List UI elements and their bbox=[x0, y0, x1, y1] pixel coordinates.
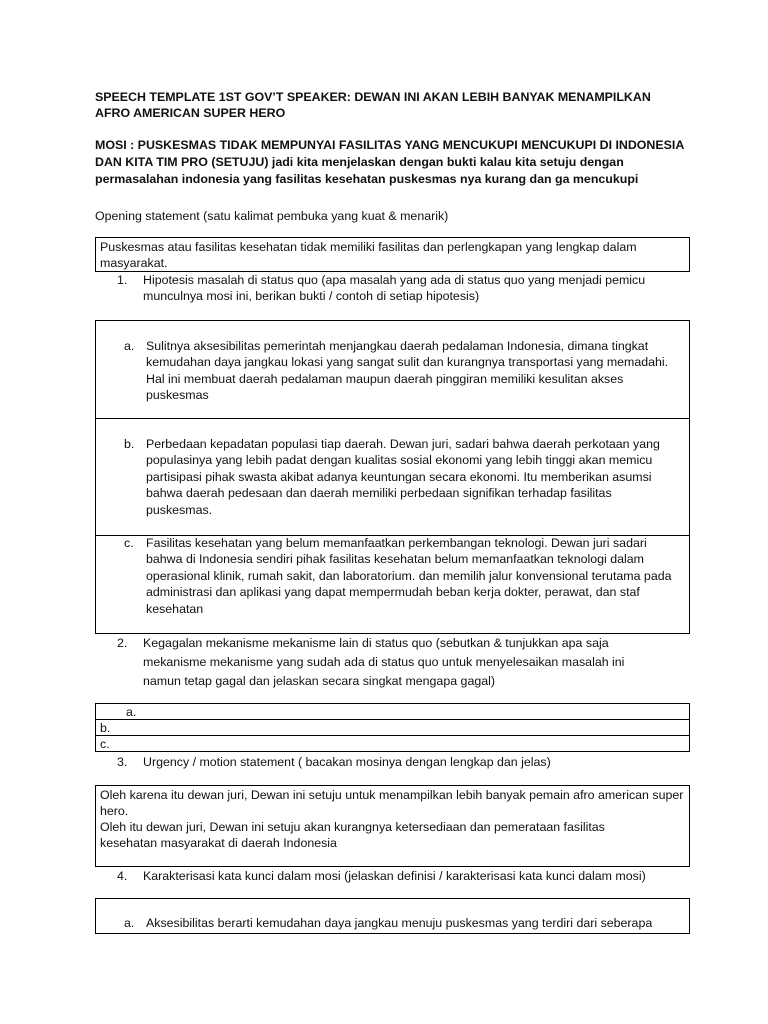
item-letter: a. bbox=[124, 916, 135, 930]
speech-template-heading: SPEECH TEMPLATE 1ST GOV’T SPEAKER: DEWAN INI AKAN LEBIH BANYAK MENAMPILKAN AFRO AMERICAN SUPER HERO bbox=[95, 90, 651, 121]
section-title-text: Urgency / motion statement ( bacakan mosinya dengan lengkap dan jelas) bbox=[143, 755, 551, 769]
opening-statement-box bbox=[95, 237, 690, 272]
item-text: Fasilitas kesehatan yang belum memanfaatkan perkembangan teknologi. Dewan juri sadari bahwa di Indonesia sendiri pihak fasilitas kesehatan belum memanfaatkan teknologi dalam operasional klinik, rumah sakit, dan laboratorium. dan memilih jalur konvensional terutama pada administrasi dan aplikasi yang dapat mempermudah beban kerja dokter, perawat, dan staf kesehatan bbox=[146, 536, 672, 616]
mechanism-row-a bbox=[95, 703, 690, 720]
section-number: 4. bbox=[117, 869, 128, 883]
opening-statement-text: Puskesmas atau fasilitas kesehatan tidak memiliki fasilitas dan perlengkapan yang lengkap dalam masyarakat. bbox=[100, 240, 637, 271]
mechanism-row-b bbox=[95, 719, 690, 736]
section-title-text: Kegagalan mekanisme mekanisme lain di status quo (sebutkan & tunjukkan apa saja mekanisme mekanisme yang sudah ada di status quo untuk menyelesaikan masalah ini namun tetap gagal dan jelaskan secara singkat mengapa gagal) bbox=[143, 636, 625, 689]
divider bbox=[96, 418, 689, 419]
motion-statement-text-1: Oleh karena itu dewan juri, Dewan ini setuju untuk menampilkan lebih banyak pemain afro american super hero. bbox=[100, 788, 684, 819]
section-number: 3. bbox=[117, 755, 128, 769]
motion-heading: MOSI : PUSKESMAS TIDAK MEMPUNYAI FASILITAS YANG MENCUKUPI MENCUKUPI DI INDONESIA DAN KITA TIM PRO (SETUJU) jadi kita menjelaskan dengan bukti kalau kita setuju dengan permasalahan indonesia yang fasilitas kesehatan puskesmas nya kurang dan ga mencukupi bbox=[95, 138, 684, 187]
motion-statement-text-2: Oleh itu dewan juri, Dewan ini setuju akan kurangnya ketersediaan dan pemerataan fasilitas kesehatan masyarakat di daerah Indonesia bbox=[100, 820, 605, 851]
item-letter: a. bbox=[124, 339, 135, 353]
section-number: 1. bbox=[117, 273, 128, 287]
item-letter: b. bbox=[124, 437, 135, 451]
row-letter: c. bbox=[100, 737, 110, 751]
row-letter: a. bbox=[126, 705, 137, 719]
mechanism-row-c bbox=[95, 735, 690, 752]
motion-statement-box bbox=[95, 785, 690, 867]
opening-statement-label: Opening statement (satu kalimat pembuka yang kuat & menarik) bbox=[95, 209, 449, 223]
section-title-text: Karakterisasi kata kunci dalam mosi (jelaskan definisi / karakterisasi kata kunci dalam mosi) bbox=[143, 869, 646, 883]
item-text: Aksesibilitas berarti kemudahan daya jangkau menuju puskesmas yang terdiri dari seberapa bbox=[146, 916, 653, 930]
item-text: Perbedaan kepadatan populasi tiap daerah. Dewan juri, sadari bahwa daerah perkotaan yang populasinya yang lebih padat dengan kualitas sosial ekonomi yang lebih tinggi akan memicu partisipasi pihak swasta akibat adanya keuntungan secara ekonomi. Itu memberikan asumsi bahwa daerah pedesaan dan daerah memiliki perbedaan signifikan terhadap fasilitas puskesmas. bbox=[146, 437, 660, 517]
section-number: 2. bbox=[117, 636, 128, 650]
item-text: Sulitnya aksesibilitas pemerintah menjangkau daerah pedalaman Indonesia, dimana tingkat kemudahan daya jangkau lokasi yang sangat sulit dan kurangnya transportasi yang memadahi. Hal ini membuat daerah pedalaman maupun daerah pinggiran memiliki kesulitan akses puskesmas bbox=[146, 339, 669, 403]
item-letter: c. bbox=[124, 536, 134, 550]
row-letter: b. bbox=[100, 721, 111, 735]
section-title-text: Hipotesis masalah di status quo (apa masalah yang ada di status quo yang menjadi pemicu munculnya mosi ini, berikan bukti / contoh di setiap hipotesis) bbox=[143, 273, 646, 304]
